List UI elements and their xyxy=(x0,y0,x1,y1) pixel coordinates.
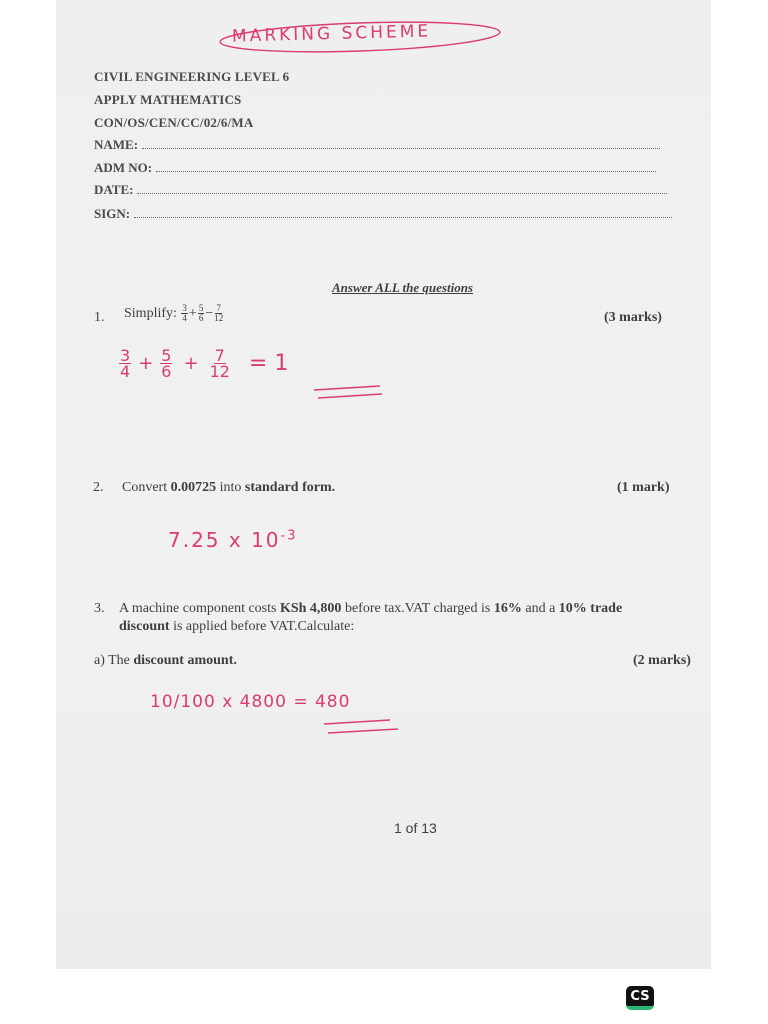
q3a-answer: 10/100 x 4800 = 480 xyxy=(150,692,351,712)
q3-number: 3. xyxy=(94,601,105,616)
q2-text: Convert 0.00725 into standard form. xyxy=(122,480,336,495)
date-blank xyxy=(137,183,667,194)
q3a-answer-underline xyxy=(318,716,408,740)
q1-op1: + xyxy=(188,305,197,321)
q3a-text: a) The discount amount. xyxy=(94,653,237,668)
camscanner-logo: CS xyxy=(626,986,654,1010)
unit-code: CON/OS/CEN/CC/02/6/MA xyxy=(94,115,254,130)
name-blank xyxy=(142,138,660,149)
q1-marks: (3 marks) xyxy=(604,310,662,325)
q2-number: 2. xyxy=(93,480,104,495)
sign-label: SIGN: xyxy=(94,206,131,221)
adm-blank xyxy=(156,161,656,172)
sign-field xyxy=(94,206,672,222)
q1-fraction-1: $\frac{3}{4}$ xyxy=(182,303,187,323)
q1-fraction-2: $\frac{5}{6}$ xyxy=(198,303,204,323)
q1-op2: − xyxy=(205,305,214,321)
q3-text-line1: A machine component costs KSh 4,800 before tax.VAT charged is 16% and a 10% trade xyxy=(119,601,623,616)
q1-label: Simplify: xyxy=(124,305,177,321)
q1-text xyxy=(124,304,224,323)
date-field xyxy=(94,182,667,198)
q2-marks: (1 mark) xyxy=(617,480,670,495)
q1-fraction-3: $\frac{7}{12}$ xyxy=(214,303,224,323)
q1-answer: $\frac{3}{4}$ + $\frac{5}{6}$ + $\frac{7}{12}$ = 1 xyxy=(120,346,289,381)
instruction: Answer ALL the questions xyxy=(332,280,473,295)
q1-number: 1. xyxy=(94,310,105,325)
adm-label: ADM NO: xyxy=(94,160,153,175)
date-label: DATE: xyxy=(94,182,134,197)
q1-answer-underline xyxy=(310,384,390,404)
adm-field xyxy=(94,160,656,176)
q3a-marks: (2 marks) xyxy=(633,653,691,668)
name-label: NAME: xyxy=(94,137,139,152)
q3-text-line2: discount is applied before VAT.Calculate: xyxy=(119,619,355,634)
sign-blank xyxy=(134,207,672,218)
subject-title: APPLY MATHEMATICS xyxy=(94,92,242,107)
name-field xyxy=(94,137,660,153)
marking-scheme-title: MARKING SCHEME xyxy=(231,21,432,47)
page-number: 1 of 13 xyxy=(394,820,437,836)
course-title: CIVIL ENGINEERING LEVEL 6 xyxy=(94,69,290,84)
q2-answer: 7.25 x $10^{-3}$ xyxy=(168,528,298,552)
